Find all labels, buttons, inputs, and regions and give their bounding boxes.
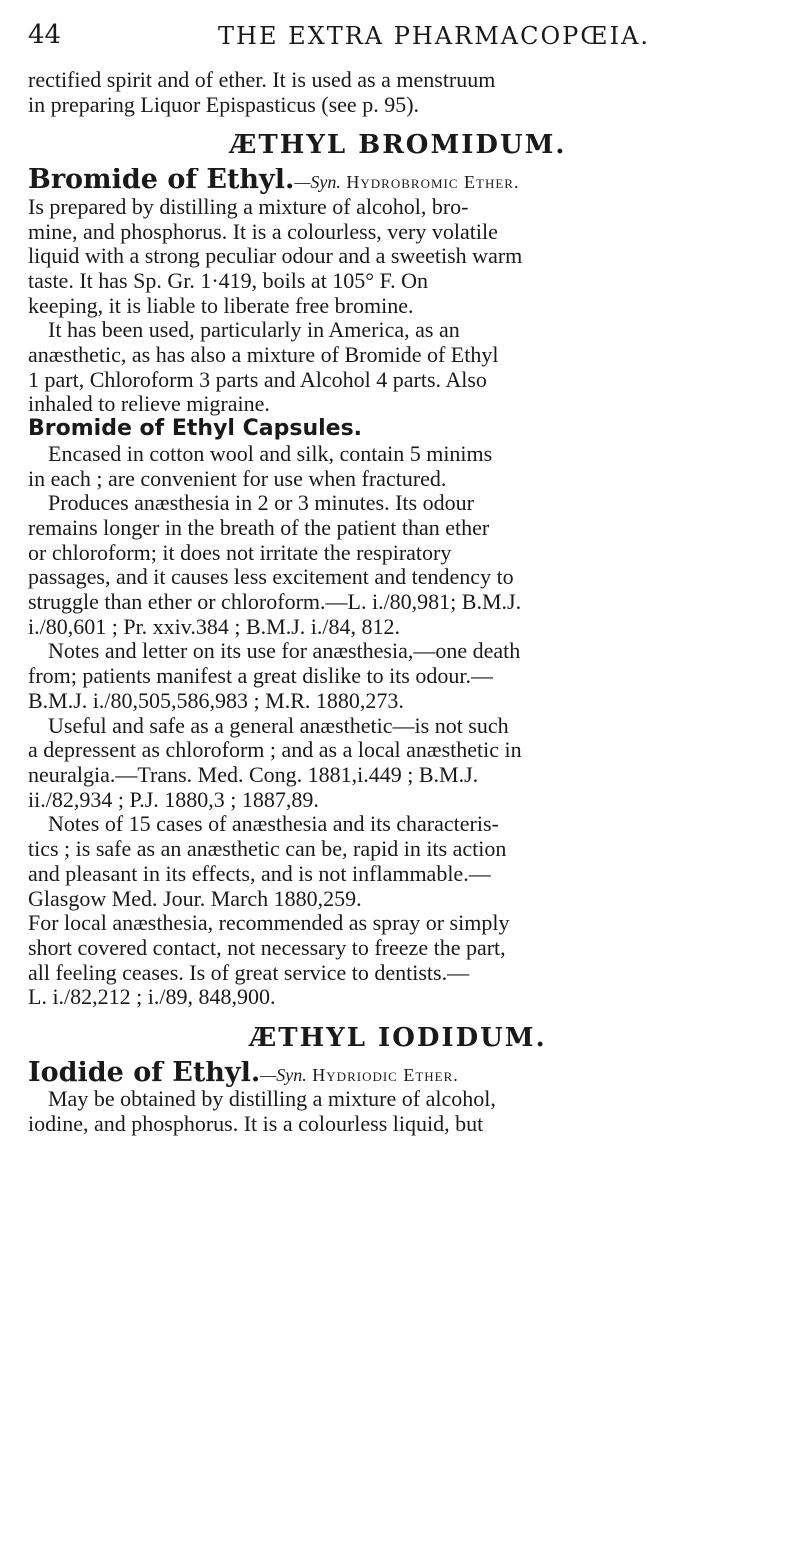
text-line: anæsthetic, as has also a mixture of Bromide of Ethyl bbox=[28, 343, 499, 368]
synonym-label: —Syn. bbox=[294, 172, 341, 193]
text-line: liquid with a strong peculiar odour and a sweetish warm bbox=[28, 244, 523, 269]
text-line: 1 part, Chloroform 3 parts and Alcohol 4 parts. Also bbox=[28, 367, 487, 392]
text-line: taste. It has Sp. Gr. 1·419, boils at 105° F. On bbox=[28, 268, 428, 293]
text-line: a depressent as chloroform ; and as a local anæsthetic in bbox=[28, 738, 522, 763]
text-line: Notes of 15 cases of anæsthesia and its characteris- bbox=[48, 812, 499, 837]
lemma-bromide-of-ethyl: Bromide of Ethyl. bbox=[28, 168, 295, 195]
text-line: remains longer in the breath of the patient than ether bbox=[28, 515, 490, 540]
section-heading-aethyl-bromidum: ÆTHYL BROMIDUM. bbox=[229, 130, 567, 161]
text-line: passages, and it causes less excitement and tendency to bbox=[28, 565, 514, 590]
text-line: struggle than ether or chloroform.—L. i./80,981; B.M.J. bbox=[28, 590, 522, 615]
text-line: For local anæsthesia, recommended as spray or simply bbox=[28, 911, 510, 936]
synonym-value: Hydrobromic Ether. bbox=[346, 172, 520, 193]
page-number: 44 bbox=[28, 20, 62, 50]
text-line: Encased in cotton wool and silk, contain 5 minims bbox=[48, 441, 493, 466]
text-line: inhaled to relieve migraine. bbox=[28, 392, 270, 417]
text-line: mine, and phosphorus. It is a colourless, very volatile bbox=[28, 219, 498, 244]
text-line: Glasgow Med. Jour. March 1880,259. bbox=[28, 886, 362, 911]
running-head: THE EXTRA PHARMACOPŒIA. bbox=[218, 22, 651, 50]
text-line: or chloroform; it does not irritate the respiratory bbox=[28, 540, 452, 565]
text-line: L. i./82,212 ; i./89, 848,900. bbox=[28, 985, 276, 1010]
page-text bbox=[28, 68, 768, 1137]
synonym-value: Hydriodic Ether. bbox=[312, 1064, 459, 1085]
text-line: all feeling ceases. Is of great service to dentists.— bbox=[28, 960, 470, 985]
lemma-iodide-of-ethyl: Iodide of Ethyl. bbox=[28, 1060, 261, 1088]
text-line: and pleasant in its effects, and is not inflammable.— bbox=[28, 861, 491, 886]
text-line: rectified spirit and of ether. It is used as a menstruum bbox=[28, 68, 496, 92]
text-line: in each ; are convenient for use when fractured. bbox=[28, 466, 447, 491]
text-line: neuralgia.—Trans. Med. Cong. 1881,i.449 ; B.M.J. bbox=[28, 762, 479, 787]
text-line: May be obtained by distilling a mixture of alcohol, bbox=[48, 1087, 496, 1112]
text-line: Notes and letter on its use for anæsthesia,—one death bbox=[48, 639, 521, 664]
text-line: Is prepared by distilling a mixture of alcohol, bro- bbox=[28, 194, 469, 219]
text-line: B.M.J. i./80,505,586,983 ; M.R. 1880,273. bbox=[28, 688, 404, 713]
text-line: It has been used, particularly in America, as an bbox=[48, 318, 460, 343]
synonym-label: —Syn. bbox=[260, 1064, 307, 1085]
text-line: Produces anæsthesia in 2 or 3 minutes. Its odour bbox=[48, 491, 474, 516]
text-line: keeping, it is liable to liberate free bromine. bbox=[28, 293, 414, 318]
lemma-line bbox=[28, 168, 768, 195]
text-line: ii./82,934 ; P.J. 1880,3 ; 1887,89. bbox=[28, 787, 319, 812]
subheading-capsules: Bromide of Ethyl Capsules. bbox=[28, 417, 363, 442]
text-line: in preparing Liquor Epispasticus (see p. 95). bbox=[28, 92, 420, 117]
text-line: iodine, and phosphorus. It is a colourless liquid, but bbox=[28, 1112, 484, 1137]
page-header bbox=[28, 22, 764, 68]
text-line: from; patients manifest a great dislike to its odour.— bbox=[28, 664, 493, 689]
lemma-line bbox=[28, 1061, 768, 1088]
text-line: i./80,601 ; Pr. xxiv.384 ; B.M.J. i./84, 812. bbox=[28, 614, 401, 639]
text-line: tics ; is safe as an anæsthetic can be, rapid in its action bbox=[28, 837, 507, 862]
section-heading-aethyl-iodidum: ÆTHYL IODIDUM. bbox=[249, 1023, 547, 1054]
text-line: Useful and safe as a general anæsthetic—is not such bbox=[48, 713, 509, 738]
text-line: short covered contact, not necessary to freeze the part, bbox=[28, 935, 506, 960]
